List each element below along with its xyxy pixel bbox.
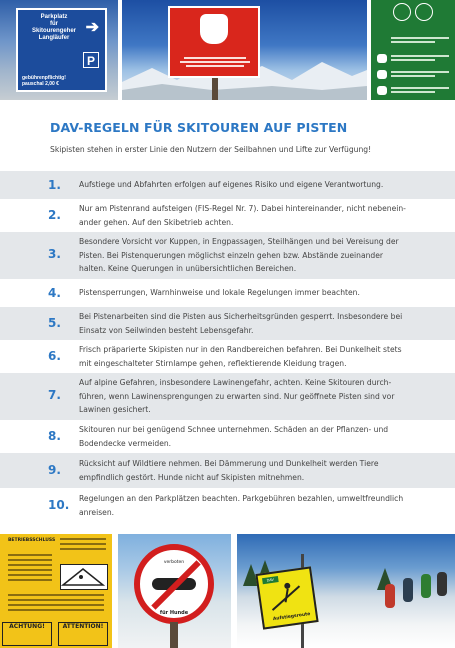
- rule-text: Rücksicht auf Wildtiere nehmen. Bei Dämmerung und Dunkelheit werden Tiere empfindlich gestört. Hunde nicht auf Skipisten mitnehmen.: [79, 459, 379, 482]
- skier-figure: [437, 572, 447, 596]
- stop-hand-sign: [168, 6, 260, 78]
- fee-line: gebührenpflichtig!: [22, 75, 66, 81]
- uphill-route-sign: [255, 566, 318, 629]
- grouse-icon: [377, 54, 387, 63]
- rule-item: [0, 420, 455, 453]
- rule-number: 5.: [48, 316, 61, 330]
- rule-text: Skitouren nur bei genügend Schnee unternehmen. Schäden an der Pflanzen- und Bodendecke vermeiden.: [79, 425, 389, 448]
- rule-text: Nur am Pistenrand aufsteigen (FIS-Regel Nr. 7). Dabei hintereinander, nicht nebenein- ander gehen. Auf den Skibetrieb achten.: [79, 204, 406, 227]
- rule-number: 9.: [48, 463, 61, 477]
- rule-number: 7.: [48, 388, 61, 402]
- wildlife-sign-header: [371, 0, 455, 26]
- rule-number: 10.: [48, 498, 70, 512]
- rule-item: [0, 279, 455, 307]
- skier-figure: [421, 574, 431, 598]
- no-dogs-top-text: verboten: [163, 560, 185, 565]
- rule-number: 1.: [48, 178, 61, 192]
- no-dogs-sign: [134, 544, 214, 624]
- avalanche-pictogram: [60, 564, 108, 590]
- rule-item: [0, 171, 455, 199]
- rule-text: Bei Pistenarbeiten sind die Pisten aus Sicherheitsgründen gesperrt. Insbesondere bei Einsatz von Seilwinden besteht Lebensgefahr.: [79, 312, 403, 335]
- parking-line: Parkplatz: [40, 14, 68, 20]
- rule-item: [0, 307, 455, 340]
- stop-sign-text: [176, 56, 254, 69]
- rule-item: [0, 199, 455, 232]
- wildlife-row: [377, 54, 449, 64]
- intro-text: Skipisten stehen in erster Linie den Nutzern der Seilbahnen und Lifte zur Verfügung!: [50, 145, 372, 154]
- skier-figure: [403, 578, 413, 602]
- rule-number: 4.: [48, 286, 61, 300]
- parking-line: Skitourengeher: [31, 28, 76, 34]
- warning-board-lines-lower: [8, 594, 104, 614]
- dav-tag: DAV: [262, 576, 279, 584]
- parking-line: für: [50, 21, 58, 27]
- hand-icon: [200, 14, 228, 44]
- rule-text: Aufstiege und Abfahrten erfolgen auf eigenes Risiko und eigene Verantwortung.: [79, 180, 384, 189]
- rule-text: Pistensperrungen, Warnhinweise und lokale Regelungen immer beachten.: [79, 288, 360, 297]
- page-title: DAV-REGELN FÜR SKITOUREN AUF PISTEN: [50, 120, 348, 135]
- ski-touring-icon: [258, 575, 315, 618]
- deer-icon: [377, 70, 387, 79]
- parking-fee-text: [22, 75, 102, 87]
- warning-board-lines: [8, 554, 52, 584]
- rule-text: Besondere Vorsicht vor Kuppen, in Engpassagen, Steilhängen und bei Vereisung der Pisten. Bei Pistenquerungen möglichst einzeln gehen bzw. Abstände zueinander halten. Keine Querungen in unübersichtlichen Bereichen.: [79, 237, 399, 273]
- rule-number: 6.: [48, 349, 61, 363]
- rule-number: 3.: [48, 247, 61, 261]
- parking-p-icon: P: [83, 52, 99, 68]
- wildlife-sign-photo: [371, 0, 455, 100]
- skier-figure: [385, 584, 395, 608]
- warning-board-photo: [0, 534, 112, 648]
- arrow-right-icon: ➔: [85, 19, 99, 36]
- rule-text: Auf alpine Gefahren, insbesondere Lawinengefahr, achten. Keine Skitouren durch- führen, wenn Lawinensprengungen zu erwarten sind. Nur geöffnete Pisten sind vor Lawinen gesichert.: [79, 378, 395, 414]
- achtung-sign: ACHTUNG!: [2, 622, 52, 646]
- rule-item: [0, 453, 455, 488]
- rule-number: 8.: [48, 429, 61, 443]
- stop-sign-photo: [122, 0, 367, 100]
- rule-item: [0, 340, 455, 373]
- attention-sign: ATTENTION!: [58, 622, 108, 646]
- rule-item: [0, 488, 455, 526]
- tree-icon: [377, 86, 387, 95]
- parking-sign: [16, 8, 107, 92]
- rule-text: Regelungen an den Parkplätzen beachten. Parkgebühren bezahlen, umweltfreundlich anreisen.: [79, 494, 404, 517]
- parking-sign-text: [24, 14, 84, 42]
- dog-ban-photo: [118, 534, 231, 648]
- top-photo-strip: [0, 0, 455, 108]
- hiker-icon: [415, 3, 433, 21]
- skier-icon: [393, 3, 411, 21]
- sign-pole: [212, 75, 218, 100]
- rule-item: [0, 232, 455, 279]
- rule-number: 2.: [48, 208, 61, 222]
- uphill-route-label: Aufstiegsroute: [272, 611, 311, 623]
- uphill-route-photo: [237, 534, 455, 648]
- wildlife-row: [377, 70, 449, 80]
- parking-line: Langläufer: [38, 35, 70, 41]
- fee-line: pauschal 2,00 €: [22, 81, 59, 87]
- no-dogs-label: für Hunde: [159, 610, 189, 616]
- rule-item: [0, 373, 455, 420]
- bottom-photo-strip: [0, 534, 455, 648]
- wildlife-row: [377, 86, 449, 96]
- rule-text: Frisch präparierte Skipisten nur in den Randbereichen befahren. Bei Dunkelheit stets mit eingeschalteter Stirnlampe gehen, reflektierende Kleidung tragen.: [79, 345, 402, 368]
- sign-pole: [170, 622, 178, 648]
- wildlife-row: [377, 36, 449, 46]
- avalanche-icon: [61, 565, 105, 587]
- warning-board-title: BETRIEBSSCHLUSS: [8, 538, 56, 543]
- warning-board-lines-right: [60, 538, 106, 558]
- parking-sign-photo: [0, 0, 118, 100]
